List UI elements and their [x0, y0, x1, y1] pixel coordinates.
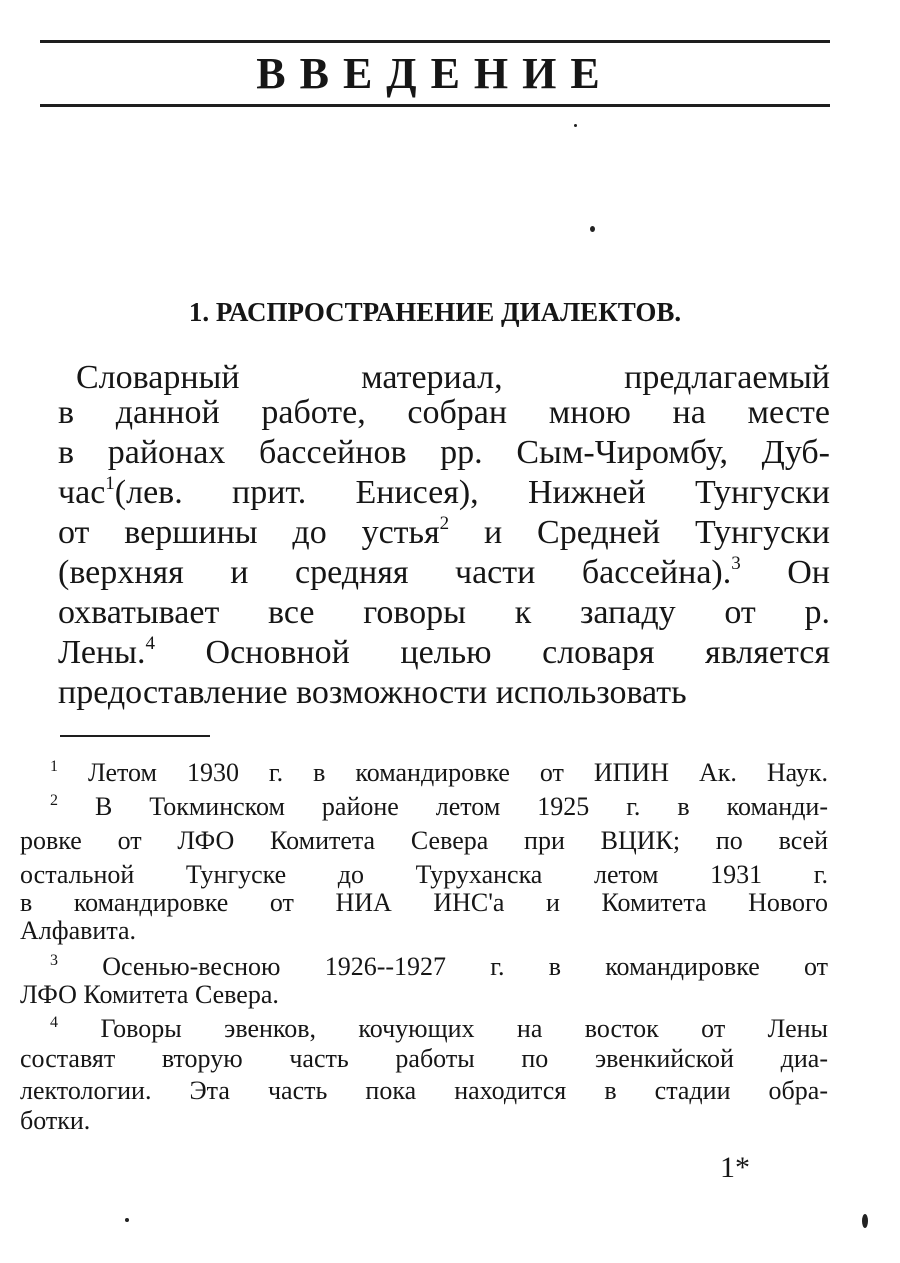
body-line-text: (верхняя и средняя части бассейна). — [58, 554, 732, 591]
body-line — [58, 358, 830, 398]
footnote-mark: 1 — [50, 758, 58, 775]
body-line-text: в данной работе, собран мною на месте — [58, 394, 830, 431]
footnote-text: лектологии. Эта часть пока находится в стадии обра- — [20, 1076, 828, 1105]
scan-speck — [862, 1214, 868, 1228]
footnote-text: ботки. — [20, 1106, 91, 1135]
footnote-line — [20, 1042, 828, 1076]
body-line-text: Словарный материал, предлагаемый — [76, 359, 830, 396]
footnote-mark: 2 — [50, 792, 58, 809]
body-line-text: Основной целью словаря является — [154, 634, 830, 671]
body-line-text: в районах бассейнов рр. Сым-Чиромбу, Дуб- — [58, 434, 830, 471]
footnote-line — [20, 914, 828, 948]
body-line — [58, 433, 830, 473]
footnote-mark: 4 — [50, 1014, 58, 1031]
title-top-rule — [40, 40, 830, 43]
footnote-line — [20, 1104, 828, 1138]
scan-speck — [574, 124, 577, 127]
body-line-text: час — [58, 474, 106, 511]
footnote-text: в командировке от НИА ИНС'а и Комитета Нового — [20, 888, 828, 917]
body-line — [58, 593, 830, 633]
body-line — [58, 513, 830, 553]
footnote-reference[interactable]: 4 — [145, 633, 155, 654]
body-line-text: Лены. — [58, 634, 146, 671]
body-line-text: охватывает все говоры к западу от р. — [58, 594, 830, 631]
scan-speck — [590, 226, 595, 232]
footnote-1 — [20, 756, 828, 790]
body-line-text: и Средней Тунгуски — [449, 514, 830, 551]
body-line-text: Он — [740, 554, 831, 591]
footnote-line — [20, 824, 828, 858]
footnote-2 — [20, 790, 828, 824]
body-line — [58, 473, 830, 513]
page-title: ВВЕДЕНИЕ — [256, 49, 614, 98]
section-heading: 1. РАСПРОСТРАНЕНИЕ ДИАЛЕКТОВ. — [188, 297, 682, 327]
body-line — [58, 633, 830, 673]
footnote-text: Алфавита. — [20, 916, 137, 945]
footnote-mark: 3 — [50, 952, 58, 969]
body-line-text: (лев. прит. Енисея), Нижней Тунгуски — [114, 474, 830, 511]
body-line — [58, 673, 830, 713]
footnote-text: Говоры эвенков, кочующих на восток от Лены — [100, 1014, 828, 1043]
footnote-reference[interactable]: 3 — [731, 553, 741, 574]
footnote-reference[interactable]: 2 — [439, 513, 450, 534]
footnote-text: составят вторую часть работы по эвенкийской диа- — [20, 1044, 828, 1073]
footnote-line — [20, 978, 828, 1012]
footnote-line — [20, 1074, 828, 1108]
footnote-text: ровке от ЛФО Комитета Севера при ВЦИК; по всей — [20, 826, 828, 855]
footnote-text: Осенью-весною 1926--1927 г. в командировке от — [102, 952, 828, 981]
footnote-text: В Токминском районе летом 1925 г. в команди- — [94, 792, 828, 821]
footnote-text: ЛФО Комитета Севера. — [20, 980, 279, 1009]
footnote-separator — [60, 735, 210, 737]
body-line — [58, 553, 830, 593]
page-number: 1* — [720, 1151, 750, 1184]
body-line-text: предоставление возможности использовать — [58, 674, 687, 711]
footnote-4 — [20, 1012, 828, 1046]
title-bottom-rule — [40, 104, 830, 107]
footnote-text: остальной Тунгуске до Туруханска летом 1931 г. — [20, 860, 828, 889]
footnote-text: Летом 1930 г. в командировке от ИПИН Ак. Наук. — [87, 758, 828, 787]
scan-speck — [125, 1218, 129, 1222]
footnote-reference[interactable]: 1 — [105, 473, 115, 494]
body-line-text: от вершины до устья — [58, 514, 440, 551]
body-line — [58, 393, 830, 433]
